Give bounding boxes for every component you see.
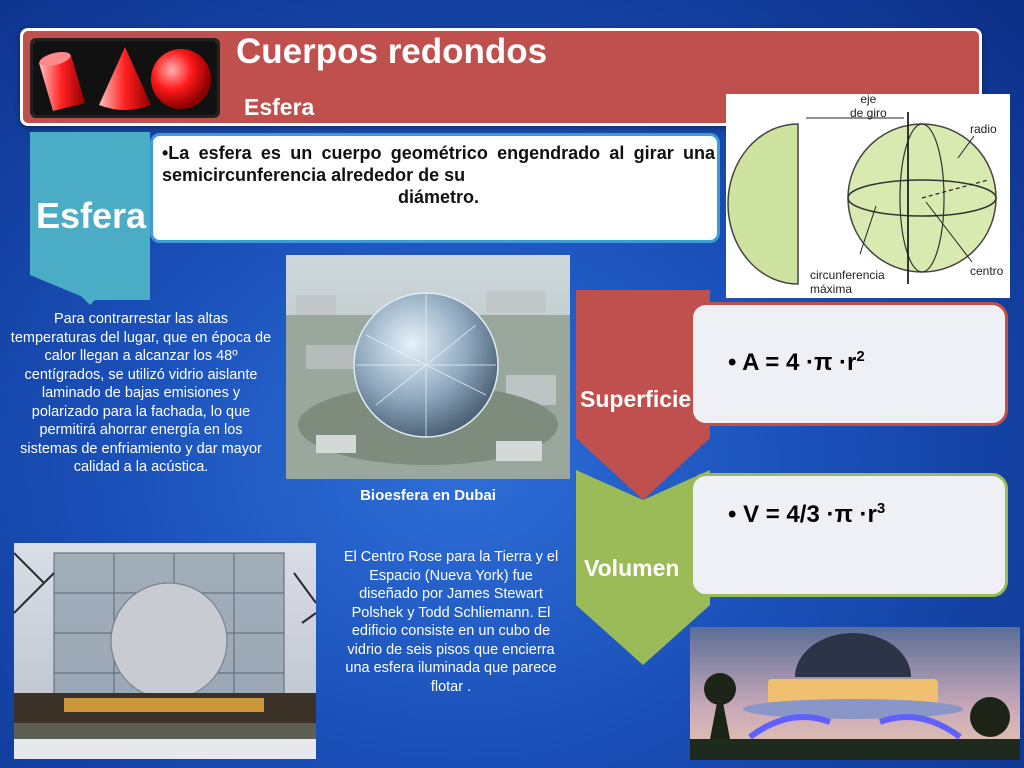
axis-label-line2: de giro: [850, 106, 887, 120]
volume-formula-text: • V = 4/3 ·π ·r: [728, 501, 877, 528]
esfera-definition: [162, 142, 715, 208]
dubai-biosphere-photo: [286, 255, 570, 479]
page-title: Cuerpos redondos: [236, 32, 548, 71]
esfera-definition-end: diámetro.: [397, 187, 480, 207]
rose-center-description: El Centro Rose para la Tierra y el Espacio (Nueva York) fue diseñado por James Stewart Polshek y Todd Schliemann. El edificio consiste en un cubo de vidrio de seis pisos que encierra una esfera iluminada que parece flotar .: [343, 549, 559, 695]
esfera-definition-text: •La esfera es un cuerpo geométrico engendrado al girar una semicircunferencia alrededor de su: [162, 143, 715, 185]
rose-center-image: [14, 543, 316, 759]
max-circle-line1: circunferencia: [810, 268, 885, 282]
volume-exponent: 3: [876, 500, 886, 517]
planetarium-image: [690, 627, 1020, 760]
radius-label: radio: [970, 122, 997, 136]
axis-label-line1: eje: [860, 92, 877, 106]
volume-formula-box: [690, 473, 1008, 597]
max-circle-line2: máxima: [810, 282, 853, 296]
dubai-biosphere-image: [286, 255, 570, 479]
max-circle-label: [810, 268, 885, 296]
axis-label: [850, 92, 887, 120]
esfera-label: Esfera: [36, 195, 147, 236]
volume-formula: [728, 500, 885, 529]
planetarium-photo: [690, 627, 1020, 760]
surface-label: Superficie: [580, 386, 692, 412]
volume-label: Volumen: [584, 555, 680, 581]
page-subtitle: Esfera: [244, 94, 315, 120]
surface-formula-text: • A = 4 ·π ·r: [728, 349, 857, 376]
rose-center-photo: [14, 543, 316, 759]
dubai-description: Para contrarrestar las altas temperaturas del lugar, que en época de calor llegan a alcanzar los 48º centígrados, se utilizó vidrio aislante laminado de bajas emisiones y polarizado para la fachada, lo que permitirá ahorrar energía en los sistemas de enfriamiento y dar mayor calidad a la acústica.: [10, 311, 272, 475]
sphere-diagram: [726, 94, 1010, 298]
center-label: centro: [970, 264, 1004, 278]
surface-formula: [728, 348, 865, 377]
surface-exponent: 2: [856, 348, 865, 365]
dubai-caption: Bioesfera en Dubai: [360, 487, 496, 504]
